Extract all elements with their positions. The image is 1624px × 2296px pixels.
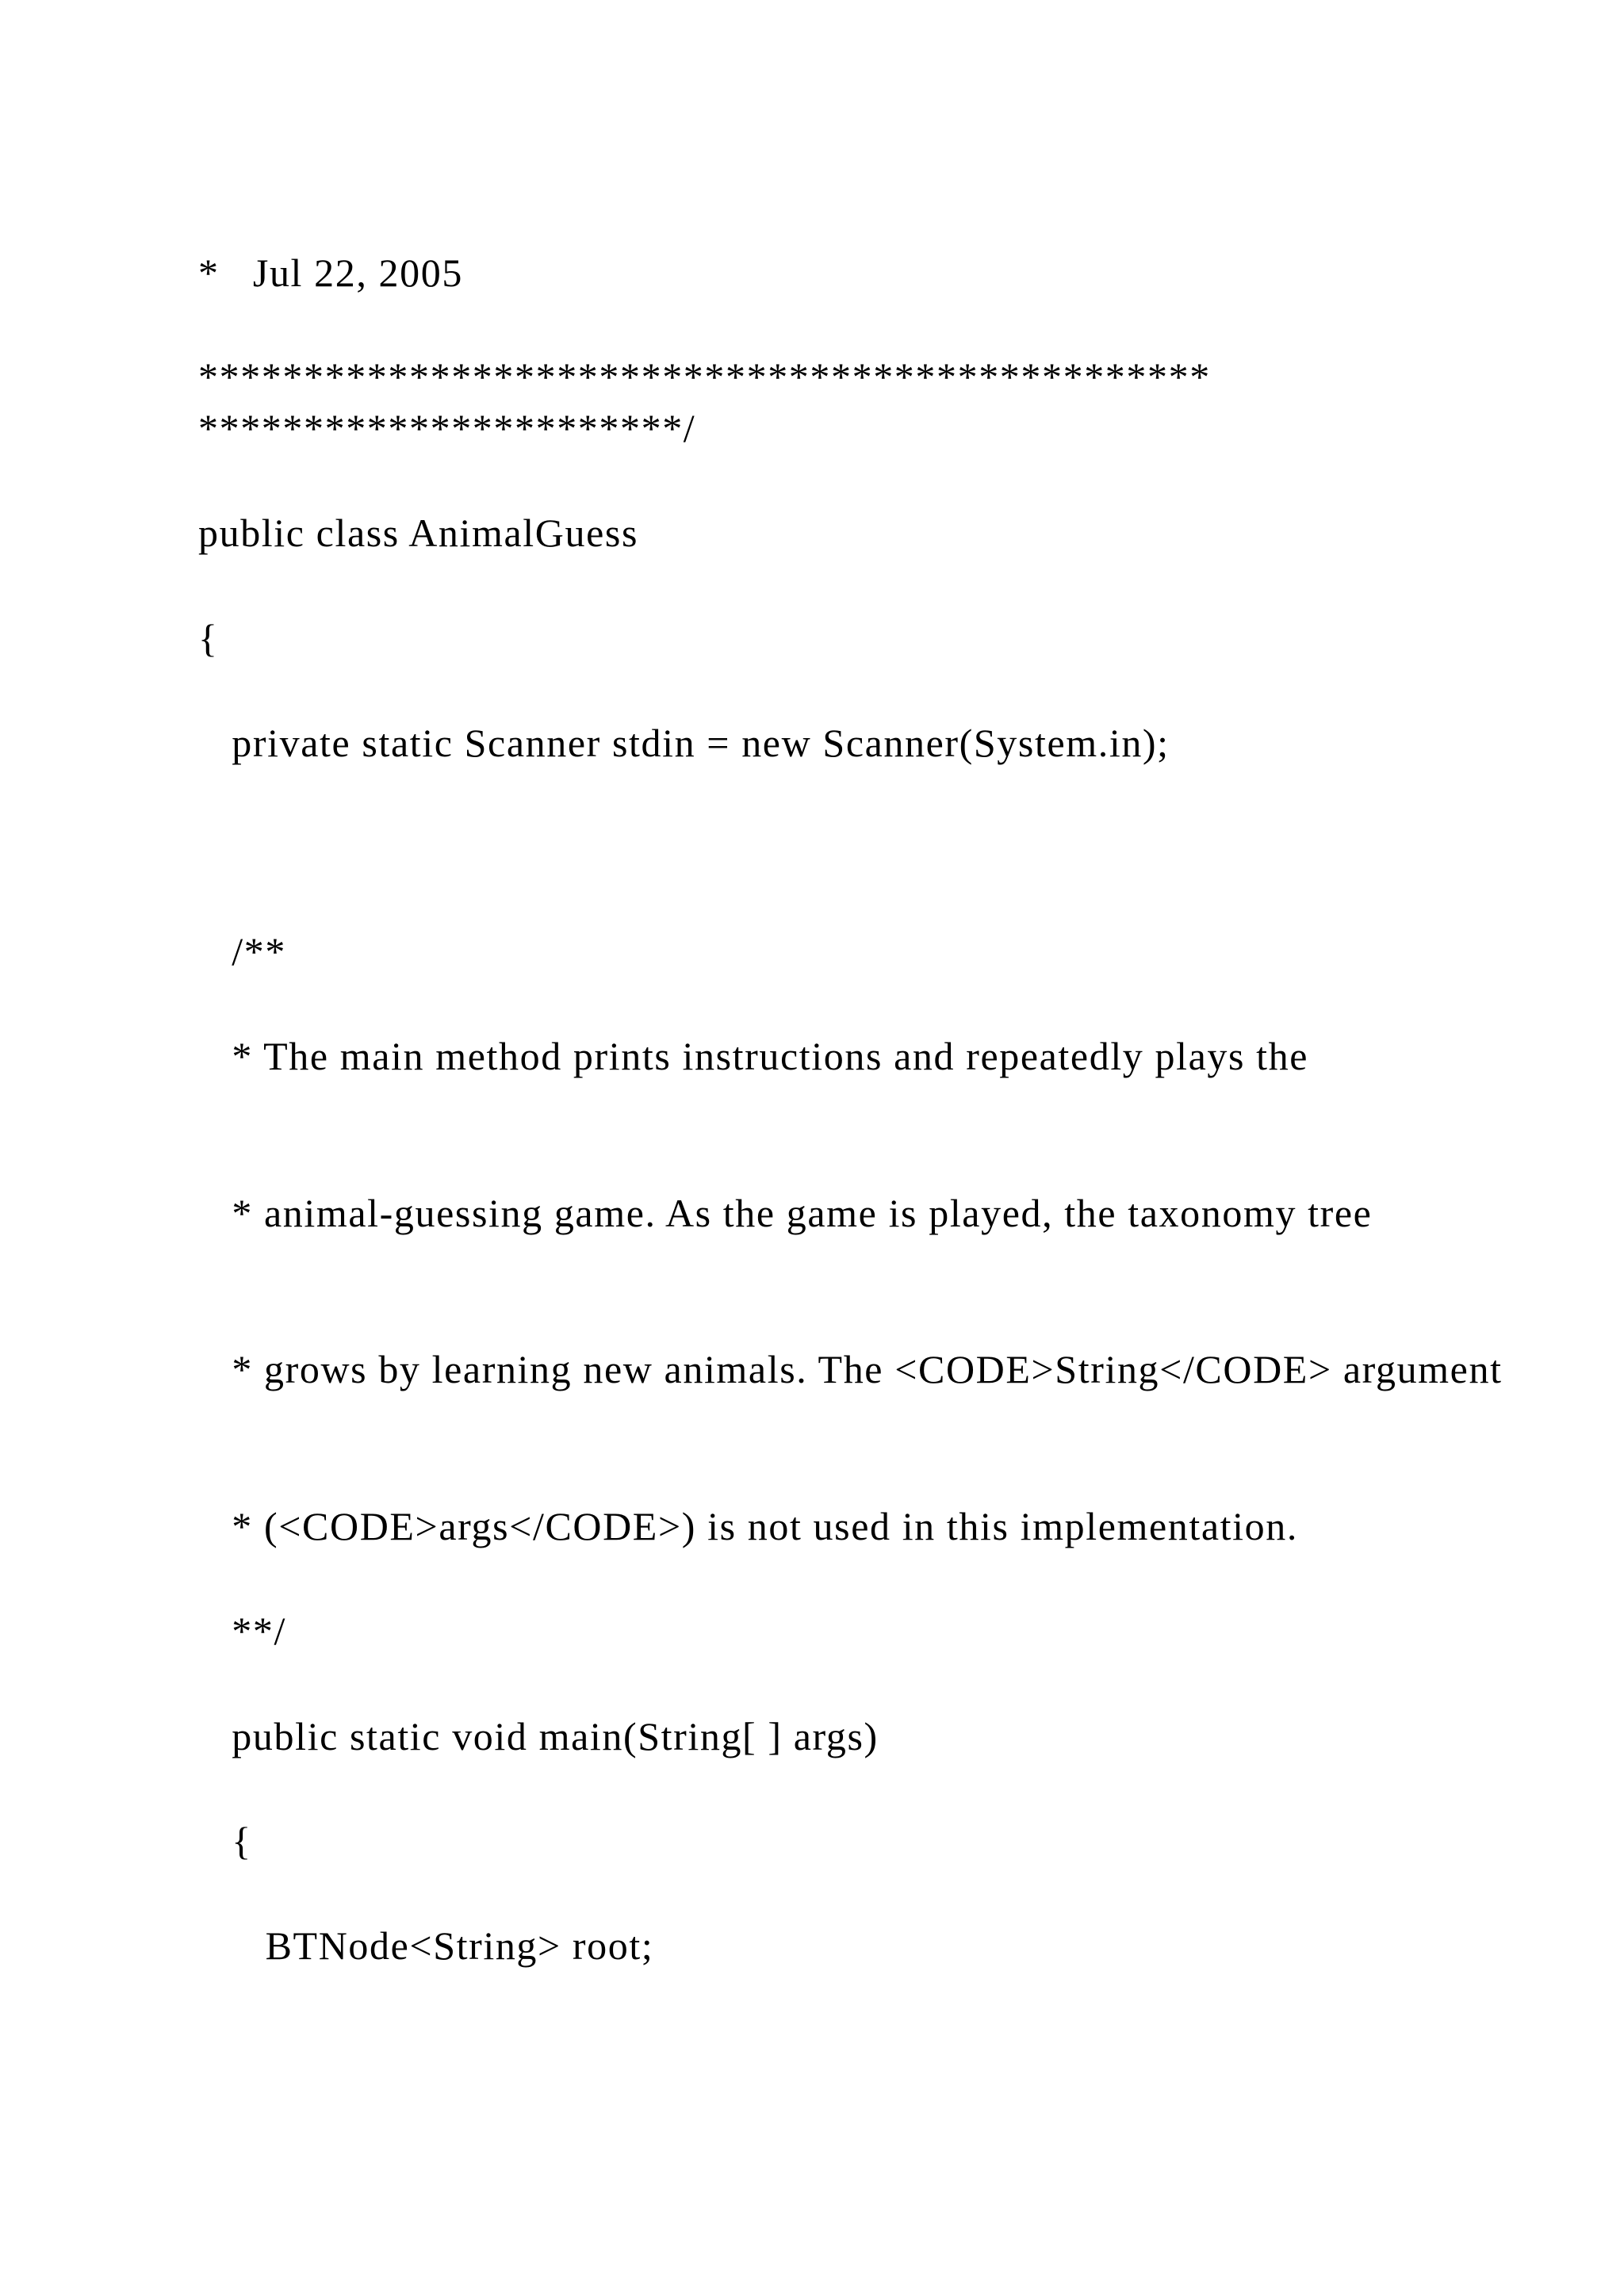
method-open-brace-line: { (198, 1819, 252, 1863)
open-brace-line: { (198, 616, 219, 660)
javadoc-close-line: **/ (198, 1609, 286, 1653)
scanner-field-line: private static Scanner stdin = new Scanner(System.in); (198, 721, 1170, 765)
javadoc-game-description-line: * animal-guessing game. As the game is played, the taxonomy tree (198, 1191, 1373, 1235)
javadoc-args-line: * (<CODE>args</CODE>) is not used in this implementation. (198, 1504, 1298, 1548)
comment-date-line: * Jul 22, 2005 (198, 251, 463, 295)
javadoc-open-line: /** (198, 929, 286, 974)
comment-asterisk-border-line: ************************************************ (198, 354, 1211, 399)
javadoc-string-argument-line: * grows by learning new animals. The <CODE>String</CODE> argument (198, 1347, 1503, 1391)
main-method-signature-line: public static void main(String[ ] args) (198, 1714, 879, 1758)
comment-asterisk-end-line: ***********************/ (198, 406, 696, 450)
class-declaration-line: public class AnimalGuess (198, 511, 639, 555)
javadoc-main-description-line: * The main method prints instructions and repeatedly plays the (198, 1034, 1309, 1078)
root-variable-line: BTNode<String> root; (198, 1923, 654, 1968)
